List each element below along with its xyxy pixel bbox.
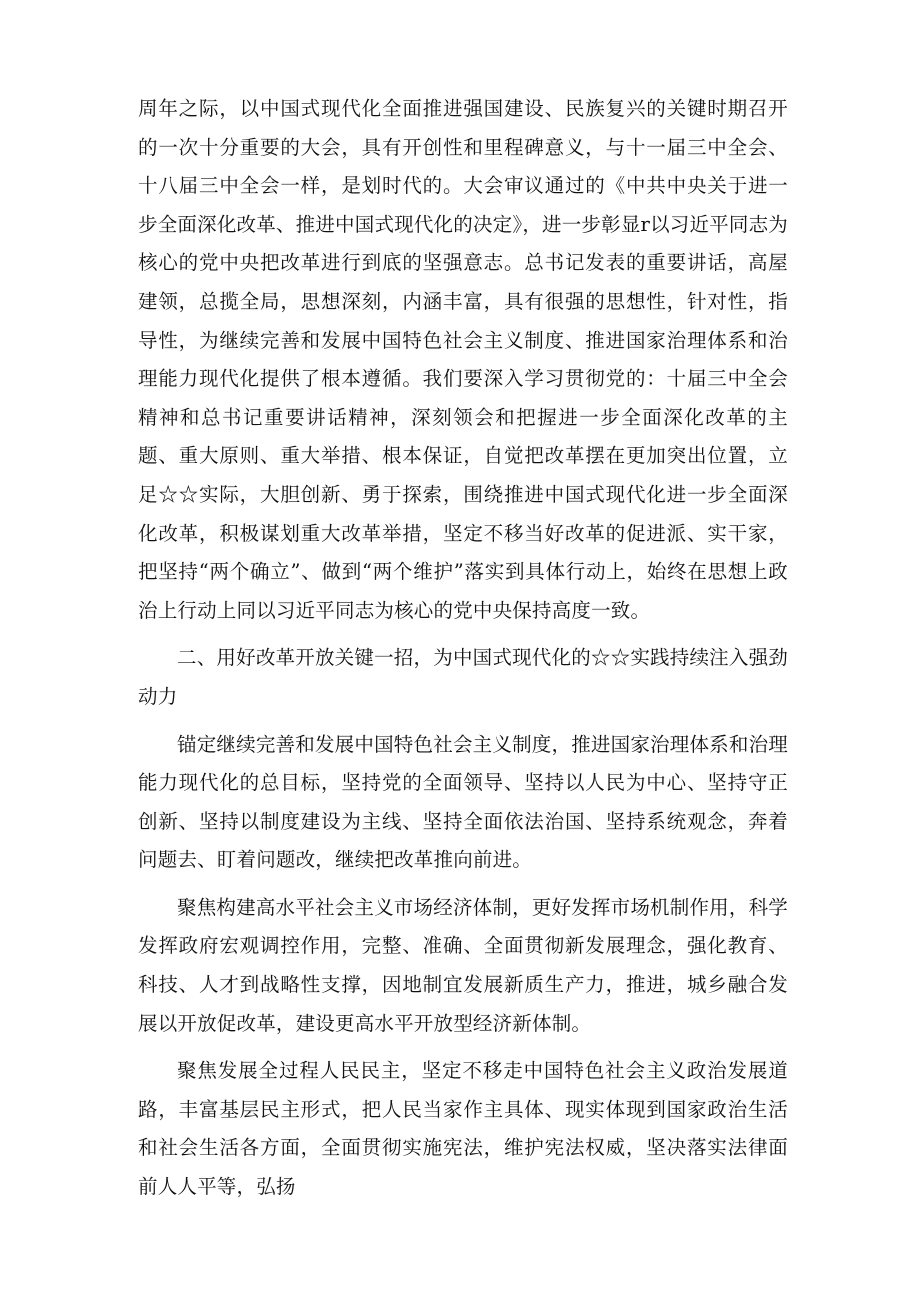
- paragraph-4: 聚焦构建高水平社会主义市场经济体制，更好发挥市场机制作用，科学发挥政府宏观调控作用，完整、准确、全面贯彻新发展理念，强化教育、科技、人才到战略性支撑，因地制宜发展新质生产力，推进，城乡融合发展以开放促改革，建设更高水平开放型经济新体制。: [138, 895, 788, 1035]
- paragraph-3: 锚定继续完善和发展中国特色社会主义制度，推进国家治理体系和治理能力现代化的总目标，坚持党的全面领导、坚持以人民为中心、坚持守正创新、坚持以制度建设为主线、坚持全面依法治国、坚持系统观念，奔着问题去、盯着问题改，继续把改革推向前进。: [138, 732, 788, 872]
- paragraph-1: 周年之际，以中国式现代化全面推进强国建设、民族复兴的关键时期召开的一次十分重要的大会，具有开创性和里程碑意义，与十一届三中全会、十八届三中全会一样，是划时代的。大会审议通过的《中共中央关于进一步全面深化改革、推进中国式现代化的决定》，进一步彰显r以习近平同志为核心的党中央把改革进行到底的坚强意志。总书记发表的重要讲话，高屋建领，总揽全局，思想深刻，内涵丰富，具有很强的思想性，针对性，指导性，为继续完善和发展中国特色社会主义制度、推进国家治理体系和治理能力现代化提供了根本遵循。我们要深入学习贯彻党的：十届三中全会精神和总书记重要讲话精神，深刻领会和把握进一步全面深化改革的主题、重大原则、重大举措、根本保证，自觉把改革摆在更加突出位置，立足☆☆实际，大胆创新、勇于探索，围绕推进中国式现代化进一步全面深化改革，积极谋划重大改革举措，坚定不移当好改革的促进派、实干家，把坚持“两个确立”、做到“两个维护”落实到具体行动上，始终在思想上政治上行动上同以习近平同志为核心的党中央保持高度一致。: [138, 97, 788, 622]
- section-heading-2: 二、用好改革开放关键一招，为中国式现代化的☆☆实践持续注入强劲动力: [138, 646, 788, 708]
- paragraph-5: 聚焦发展全过程人民民主，坚定不移走中国特色社会主义政治发展道路，丰富基层民主形式，把人民当家作主具体、现实体现到国家政治生活和社会生活各方面，全面贯彻实施宪法，维护宪法权威，坚决落实法律面前人人平等，弘扬: [138, 1059, 788, 1199]
